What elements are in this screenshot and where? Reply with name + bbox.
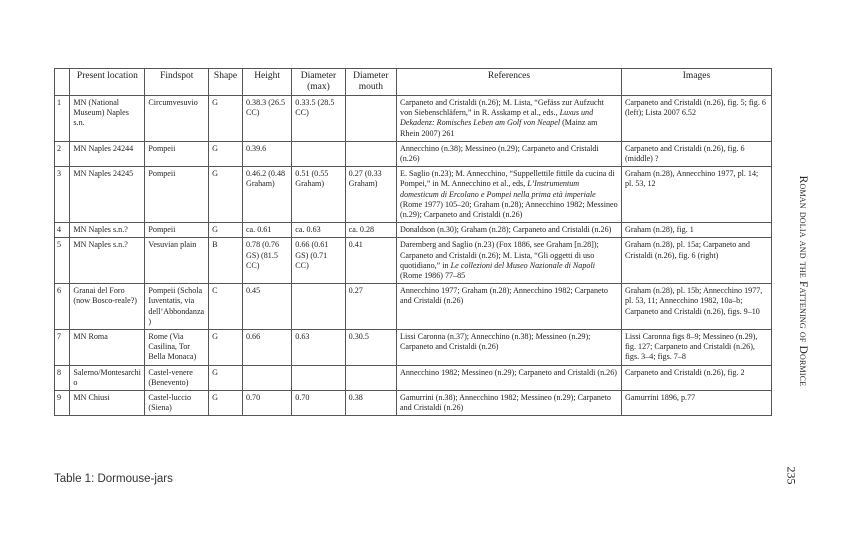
table-row (55, 365, 772, 390)
height-cell: 0.38.3 (26.5 CC) (242, 96, 291, 142)
location-cell: MN Chiusi (70, 391, 145, 416)
shape-cell: G (209, 330, 243, 366)
shape-cell: G (209, 365, 243, 390)
findspot-cell: Circumvesuvio (145, 96, 209, 142)
shape-cell: G (209, 96, 243, 142)
diameter-mouth-cell: 0.27 (0.33 Graham) (345, 167, 396, 223)
findspot-cell: Pompeii (Schola Iuventatis, via dell’Abbondanza) (145, 284, 209, 330)
height-cell: 0.78 (0.76 GS) (81.5 CC) (242, 238, 291, 284)
diameter-max-cell: 0.51 (0.55 Graham) (292, 167, 345, 223)
running-head-text: Roman dolia and the Fattening of Dormice (797, 175, 809, 387)
location-cell: MN Naples s.n.? (70, 238, 145, 284)
references-cell: Annecchino 1977; Graham (n.28); Annecchino 1982; Carpaneto and Cristaldi (n.26) (397, 284, 622, 330)
references-cell: Annecchino 1982; Messineo (n.29); Carpaneto and Cristaldi (n.26) (397, 365, 622, 390)
findspot-cell: Rome (Via Casilina, Tor Bella Monaca) (145, 330, 209, 366)
images-cell: Graham (n.28), pl. 15b; Annecchino 1977, pl. 53, 11; Annecchino 1982, 10a–b; Carpaneto and Cristaldi (n.26), figs. 9–10 (621, 284, 771, 330)
shape-cell: G (209, 141, 243, 166)
location-cell: MN Roma (70, 330, 145, 366)
header-findspot: Findspot (145, 69, 209, 96)
diameter-max-cell (292, 365, 345, 390)
findspot-cell: Castel-luccio (Siena) (145, 391, 209, 416)
row-number: 7 (55, 330, 70, 366)
page-number-text: 235 (784, 466, 799, 485)
row-number: 6 (55, 284, 70, 330)
references-cell: Lissi Caronna (n.37); Annecchino (n.38); Messineo (n.29); Carpaneto and Cristaldi (n.26) (397, 330, 622, 366)
row-number: 4 (55, 223, 70, 238)
table-row (55, 391, 772, 416)
row-number: 5 (55, 238, 70, 284)
height-cell: 0.39.6 (242, 141, 291, 166)
header-shape: Shape (209, 69, 243, 96)
references-cell: E. Saglio (n.23); M. Annecchino, “Suppellettile fittile da cucina di Pompei,” in M. Annecchino et al., eds, L’Instrumentum domesticum di Ercolano e Pompei nella prima età imperiale (Rome 1977) 105–20; Graham (n.28); Annecchino 1982; Messineo (n.29); Carpaneto and Cristaldi (n.26) (397, 167, 622, 223)
location-cell: MN Naples s.n.? (70, 223, 145, 238)
diameter-mouth-cell (345, 96, 396, 142)
table-row (55, 238, 772, 284)
references-title: Le collezioni del Museo Nazionale di Napoli (450, 260, 595, 270)
header-images: Images (621, 69, 771, 96)
diameter-max-cell: ca. 0.63 (292, 223, 345, 238)
row-number: 2 (55, 141, 70, 166)
row-number: 3 (55, 167, 70, 223)
images-cell: Graham (n.28), pl. 15a; Carpaneto and Cristaldi (n.26), fig. 6 (right) (621, 238, 771, 284)
images-cell: Graham (n.28), fig. 1 (621, 223, 771, 238)
dormouse-jars-table (54, 68, 772, 416)
diameter-mouth-cell (345, 141, 396, 166)
page-number (784, 460, 814, 490)
location-cell: MN Naples 24244 (70, 141, 145, 166)
findspot-cell: Pompeii (145, 167, 209, 223)
table-row (55, 284, 772, 330)
shape-cell: G (209, 223, 243, 238)
header-location: Present location (70, 69, 145, 96)
findspot-cell: Pompeii (145, 141, 209, 166)
diameter-max-cell (292, 141, 345, 166)
findspot-cell: Castel-venere (Benevento) (145, 365, 209, 390)
table-row (55, 96, 772, 142)
height-cell: 0.45 (242, 284, 291, 330)
images-cell: Graham (n.28), Annecchino 1977, pl. 14; pl. 53, 12 (621, 167, 771, 223)
height-cell: 0.66 (242, 330, 291, 366)
header-diameter-mouth: Diameter mouth (345, 69, 396, 96)
table-row (55, 167, 772, 223)
header-references: References (397, 69, 622, 96)
images-cell: Carpaneto and Cristaldi (n.26), fig. 6 (middle) ? (621, 141, 771, 166)
diameter-mouth-cell: 0.38 (345, 391, 396, 416)
header-number (55, 69, 70, 96)
shape-cell: B (209, 238, 243, 284)
shape-cell: C (209, 284, 243, 330)
header-diameter-max: Diameter (max) (292, 69, 345, 96)
table-header-row (55, 69, 772, 96)
diameter-max-cell (292, 284, 345, 330)
diameter-mouth-cell: 0.41 (345, 238, 396, 284)
location-cell: MN (National Museum) Naples s.n. (70, 96, 145, 142)
running-head (795, 133, 809, 433)
location-cell: Salerno/Montesarchio (70, 365, 145, 390)
diameter-max-cell: 0.33.5 (28.5 CC) (292, 96, 345, 142)
height-cell (242, 365, 291, 390)
diameter-mouth-cell: ca. 0.28 (345, 223, 396, 238)
diameter-mouth-cell (345, 365, 396, 390)
row-number: 1 (55, 96, 70, 142)
findspot-cell: Pompeii (145, 223, 209, 238)
diameter-max-cell: 0.66 (0.61 GS) (0.71 CC) (292, 238, 345, 284)
images-cell: Carpaneto and Cristaldi (n.26), fig. 5; fig. 6 (left); Lista 2007 6.52 (621, 96, 771, 142)
references-cell: Annecchino (n.38); Messineo (n.29); Carpaneto and Cristaldi (n.26) (397, 141, 622, 166)
height-cell: ca. 0.61 (242, 223, 291, 238)
height-cell: 0.46.2 (0.48 Graham) (242, 167, 291, 223)
location-cell: MN Naples 24245 (70, 167, 145, 223)
references-title: L’Instrumentum domesticum di Ercolano e Pompei nella prima età imperiale (400, 179, 596, 199)
diameter-max-cell: 0.70 (292, 391, 345, 416)
table-row (55, 330, 772, 366)
diameter-max-cell: 0.63 (292, 330, 345, 366)
header-height: Height (242, 69, 291, 96)
references-title: Luxus und Dekadenz: Romisches Leben am Golf von Neapel (400, 108, 594, 128)
shape-cell: G (209, 391, 243, 416)
row-number: 8 (55, 365, 70, 390)
shape-cell: G (209, 167, 243, 223)
table-row (55, 141, 772, 166)
references-cell: Carpaneto and Cristaldi (n.26); M. Lista, “Gefäss zur Aufzucht von Siebenschläfern,” in R. Asskamp et al., eds., Luxus und Dekadenz: Romisches Leben am Golf von Neapel (Mainz am Rhein 2007) 261 (397, 96, 622, 142)
images-cell: Lissi Caronna figs 8–9; Messineo (n.29), fig. 127; Carpaneto and Cristaldi (n.26), figs. 3–4; figs. 7–8 (621, 330, 771, 366)
diameter-mouth-cell: 0.27 (345, 284, 396, 330)
table-caption: Table 1: Dormouse-jars (54, 473, 173, 485)
row-number: 9 (55, 391, 70, 416)
diameter-mouth-cell: 0.30.5 (345, 330, 396, 366)
references-cell: Donaldson (n.30); Graham (n.28); Carpaneto and Cristaldi (n.26) (397, 223, 622, 238)
table-row (55, 223, 772, 238)
images-cell: Carpaneto and Cristaldi (n.26), fig. 2 (621, 365, 771, 390)
images-cell: Gamurrini 1896, p.77 (621, 391, 771, 416)
height-cell: 0.70 (242, 391, 291, 416)
findspot-cell: Vesuvian plain (145, 238, 209, 284)
references-cell: Gamurrini (n.38); Annecchino 1982; Messineo (n.29); Carpaneto and Cristaldi (n.26) (397, 391, 622, 416)
references-cell: Daremberg and Saglio (n.23) (Fox 1886, see Graham [n.28]); Carpaneto and Cristaldi (n.26); M. Lista, “Gli oggetti di uso quotidiano,” in Le collezioni del Museo Nazionale di Napoli (Rome 1986) 77–85 (397, 238, 622, 284)
location-cell: Granai del Foro (now Bosco-reale?) (70, 284, 145, 330)
